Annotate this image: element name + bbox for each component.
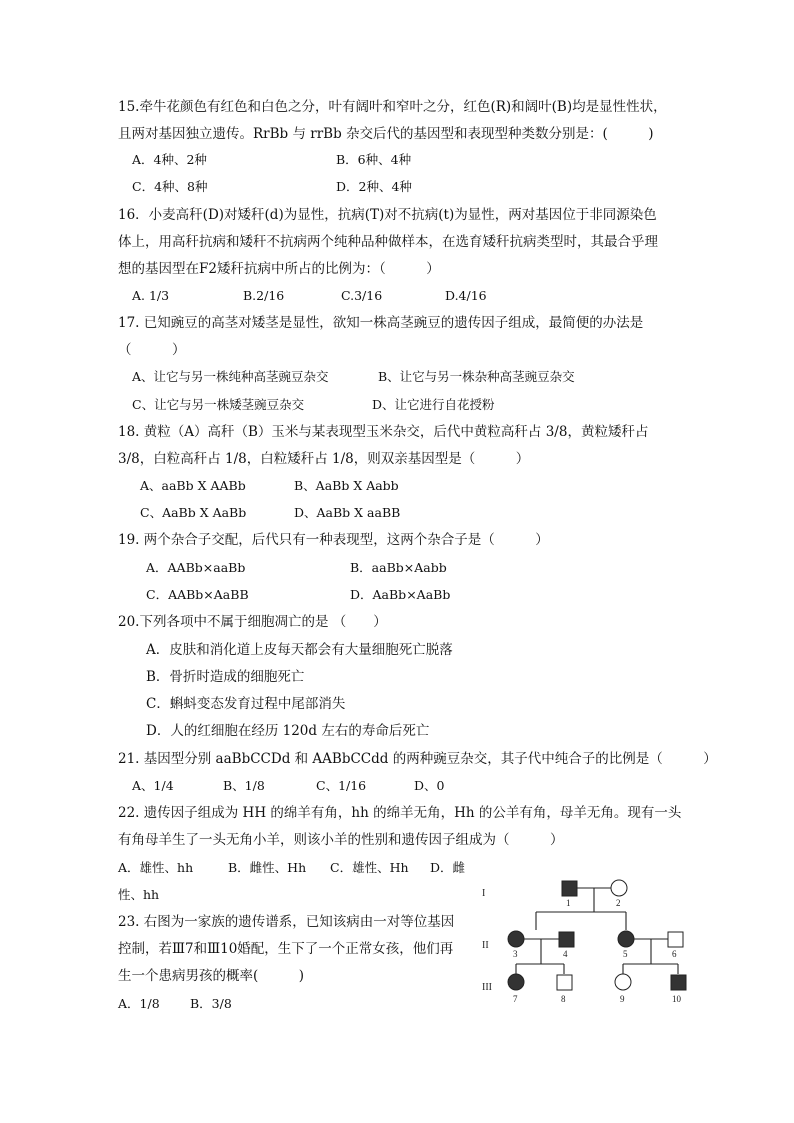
q18-stem-line-1: 18. 黄粒（A）高秆（B）玉米与某表现型玉米杂交，后代中黄粒高秆占 3/8，黄粒矮秆占 (118, 424, 649, 440)
q17-option-d: D、让它进行自花授粉 (372, 397, 495, 412)
q22-stem-line-1: 22. 遗传因子组成为 HH 的绵羊有角，hh 的绵羊无角，Hh 的公羊有角，母羊无角。现有一头 (118, 805, 682, 821)
q22-option-c: C．雄性、Hh (330, 860, 409, 875)
q18-option-c: C、AaBb X AaBb (140, 505, 247, 520)
q16-option-b: B.2/16 (243, 288, 285, 303)
q17-option-c: C、让它与另一株矮茎豌豆杂交 (132, 397, 305, 412)
pedigree-number-2: 2 (616, 898, 621, 908)
q19-option-a: A．AABb×aaBb (146, 560, 246, 575)
pedigree-number-8: 8 (561, 994, 566, 1004)
q17-option-b: B、让它与另一株杂种高茎豌豆杂交 (378, 369, 575, 384)
pedigree-number-6: 6 (672, 949, 677, 959)
q16-stem-line-2: 体上，用高秆抗病和矮秆不抗病两个纯种品种做样本，在选育矮秆抗病类型时，其最合乎理 (118, 234, 658, 250)
q19-stem: 19. 两个杂合子交配，后代只有一种表现型，这两个杂合子是（ ） (118, 532, 549, 548)
q23-option-a: A．1/8 (118, 996, 160, 1011)
generation-label-ii: II (482, 940, 489, 951)
pedigree-i1-affected-male (562, 881, 577, 896)
q19-option-c: C．AABb×AaBB (146, 587, 249, 602)
q20-option-c: C．蝌蚪变态发育过程中尾部消失 (146, 696, 346, 712)
q21-option-b: B、1/8 (223, 778, 265, 793)
q22-option-d: D．雌 (430, 860, 466, 875)
pedigree-number-5: 5 (623, 949, 628, 959)
q15-option-d: D．2种、4种 (336, 179, 412, 194)
q16-option-a: A. 1/3 (132, 288, 170, 303)
q15-option-c: C．4种、8种 (132, 179, 208, 194)
q17-stem-line-2: （ ） (118, 342, 186, 358)
pedigree-number-4: 4 (563, 949, 568, 959)
pedigree-ii4-affected-male (559, 932, 574, 947)
q16-stem-line-3: 想的基因型在F2矮秆抗病中所占的比例为：（ ） (118, 261, 440, 277)
q21-option-c: C、1/16 (316, 778, 367, 793)
q20-option-a: A．皮肤和消化道上皮每天都会有大量细胞死亡脱落 (146, 642, 453, 658)
q15-stem-line-2: 且两对基因独立遗传。RrBb 与 rrBb 杂交后代的基因型和表现型种类数分别是：( ) (118, 126, 654, 142)
q16-option-d: D.4/16 (445, 288, 487, 303)
q18-option-b: B、AaBb X Aabb (294, 478, 399, 493)
q21-stem: 21. 基因型分别 aaBbCCDd 和 AABbCCdd 的两种豌豆杂交，其子代中纯合子的比例是（ ） (118, 751, 717, 767)
q23-option-b: B．3/8 (190, 996, 232, 1011)
q18-option-a: A、aaBb X AABb (140, 478, 246, 493)
q21-option-d: D、0 (414, 778, 445, 793)
q17-option-a: A、让它与另一株纯种高茎豌豆杂交 (132, 369, 329, 384)
pedigree-iii9-normal-female (615, 974, 631, 990)
q22-option-b: B．雌性、Hh (228, 860, 307, 875)
q23-stem-line-3: 生一个患病男孩的概率( ) (118, 968, 305, 984)
pedigree-iii10-affected-male (671, 975, 686, 990)
q20-option-b: B．骨折时造成的细胞死亡 (146, 669, 305, 685)
q22-option-d-continued: 性、hh (118, 887, 160, 902)
pedigree-ii5-affected-female (618, 931, 634, 947)
q22-option-a: A．雄性、hh (118, 860, 194, 875)
generation-label-i: I (482, 888, 486, 899)
pedigree-number-10: 10 (672, 994, 681, 1004)
pedigree-iii7-affected-female (508, 974, 524, 990)
q16-option-c: C.3/16 (341, 288, 383, 303)
q22-stem-line-2: 有角母羊生了一头无角小羊，则该小羊的性别和遗传因子组成为（ ） (118, 832, 564, 848)
q23-stem-line-1: 23. 右图为一家族的遗传谱系，已知该病由一对等位基因 (118, 914, 455, 930)
pedigree-ii3-affected-female (508, 931, 524, 947)
q15-stem-line-1: 15.牵牛花颜色有红色和白色之分，叶有阔叶和窄叶之分，红色(R)和阔叶(B)均是显性性状， (118, 99, 667, 115)
pedigree-number-9: 9 (620, 994, 625, 1004)
q16-stem-line-1: 16．小麦高秆(D)对矮秆(d)为显性，抗病(T)对不抗病(t)为显性，两对基因位于非同源染色 (118, 207, 657, 223)
pedigree-number-1: 1 (566, 898, 571, 908)
pedigree-i2-normal-female (611, 880, 627, 896)
q17-stem-line-1: 17. 已知豌豆的高茎对矮茎是显性，欲知一株高茎豌豆的遗传因子组成，最简便的办法是 (118, 315, 644, 331)
q20-stem: 20.下列各项中不属于细胞凋亡的是 （ ） (118, 614, 387, 630)
pedigree-number-3: 3 (513, 949, 518, 959)
q15-option-b: B．6种、4种 (336, 152, 412, 167)
q18-stem-line-2: 3/8，白粒高秆占 1/8，白粒矮秆占 1/8，则双亲基因型是（ ） (118, 451, 530, 467)
q18-option-d: D、AaBb X aaBB (294, 505, 401, 520)
q23-stem-line-2: 控制，若Ⅲ7和Ⅲ10婚配，生下了一个正常女孩，他们再 (118, 941, 454, 957)
pedigree-number-7: 7 (513, 994, 518, 1004)
pedigree-iii8-normal-male (557, 975, 572, 990)
generation-label-iii: III (482, 982, 492, 993)
pedigree-diagram (478, 872, 704, 1010)
q21-option-a: A、1/4 (132, 778, 174, 793)
pedigree-ii6-normal-male (668, 932, 683, 947)
q15-option-a: A．4种、2种 (132, 152, 207, 167)
q20-option-d: D．人的红细胞在经历 120d 左右的寿命后死亡 (146, 723, 430, 739)
q19-option-b: B．aaBb×Aabb (350, 560, 447, 575)
q19-option-d: D．AaBb×AaBb (350, 587, 451, 602)
